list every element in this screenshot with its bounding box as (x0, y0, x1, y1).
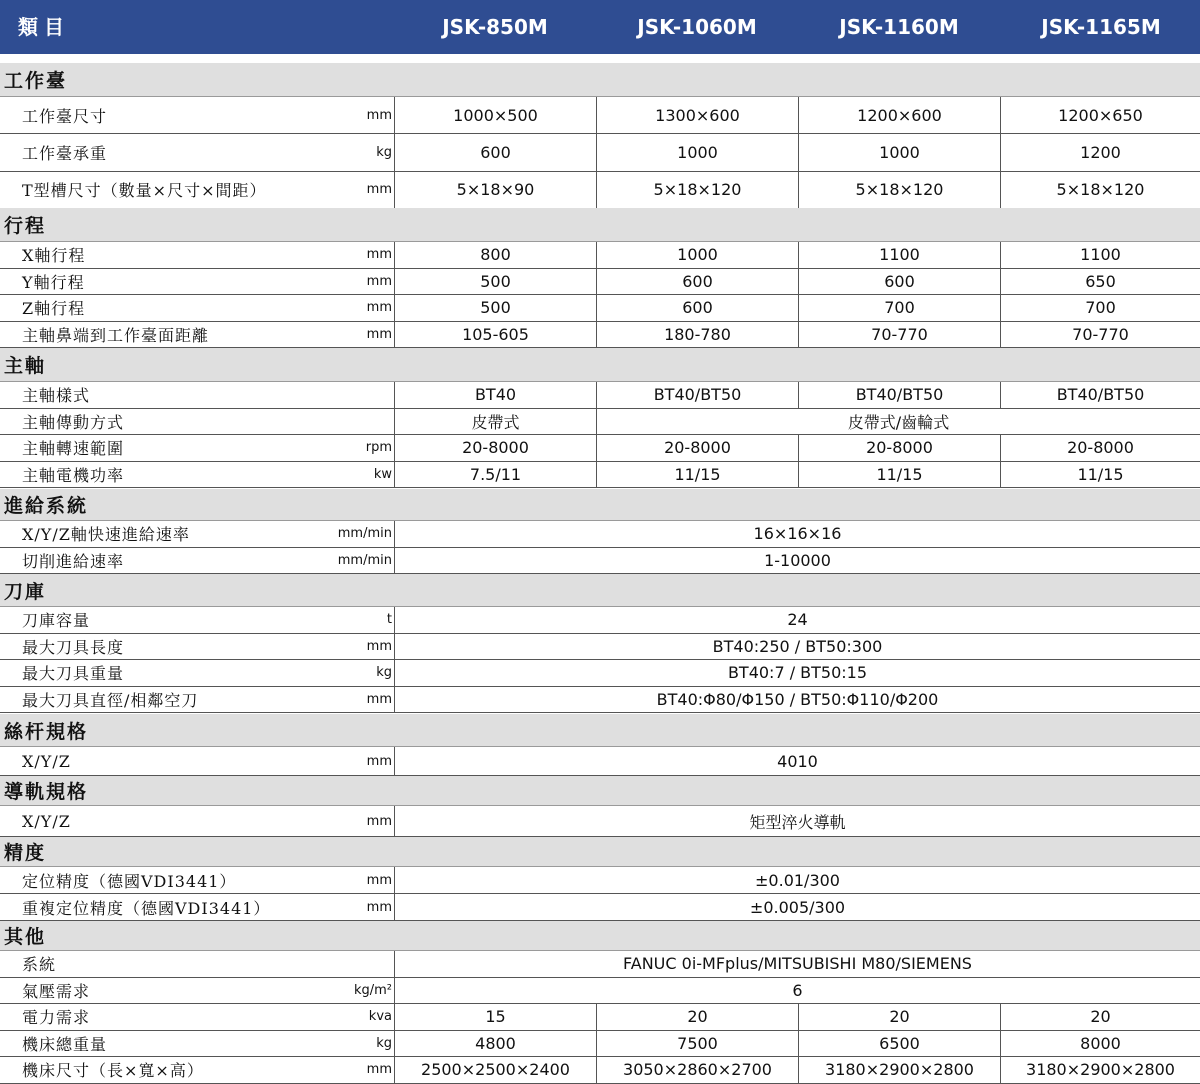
table-cell: ±0.01/300 (394, 867, 1200, 893)
row-label: 定位精度（德國VDI3441） (22, 871, 237, 891)
row-unit: mm (366, 813, 392, 829)
table-cell: 20-8000 (1000, 435, 1200, 461)
table-row (0, 1004, 1200, 1031)
table-cell: 20 (1000, 1004, 1200, 1030)
row-unit: t (386, 612, 392, 628)
table-row (0, 747, 1200, 776)
section-header (0, 208, 1200, 242)
table-row (0, 97, 1200, 134)
table-cell: 700 (1000, 295, 1200, 321)
row-label: 系統 (22, 955, 57, 975)
table-cell: 20-8000 (798, 435, 1000, 461)
table-row (0, 978, 1200, 1005)
section-header (0, 574, 1200, 607)
row-label: 機床尺寸（長×寬×高） (22, 1061, 204, 1081)
table-cell: 皮帶式 (394, 409, 596, 435)
table-cell: 7500 (596, 1031, 798, 1057)
row-unit: mm (366, 273, 392, 289)
table-cell: 5×18×120 (596, 172, 798, 208)
table-cell: 700 (798, 295, 1000, 321)
table-cell: 5×18×90 (394, 172, 596, 208)
table-cell: 11/15 (596, 462, 798, 488)
row-unit: mm (366, 1062, 392, 1078)
table-row (0, 607, 1200, 634)
table-cell: 11/15 (798, 462, 1000, 488)
row-unit: kw (373, 466, 392, 482)
row-unit: kg (376, 665, 392, 681)
table-row (0, 548, 1200, 575)
table-cell: 180-780 (596, 322, 798, 348)
row-unit: mm/min (337, 552, 392, 568)
table-cell: 24 (394, 607, 1200, 633)
table-row (0, 521, 1200, 548)
table-cell: 5×18×120 (798, 172, 1000, 208)
table-cell: 1300×600 (596, 97, 798, 133)
row-label: 氣壓需求 (22, 981, 91, 1001)
section-header (0, 348, 1200, 382)
section-title: 工作臺 (4, 70, 68, 92)
row-unit: mm (366, 638, 392, 654)
table-row (0, 894, 1200, 921)
table-cell: 1200×600 (798, 97, 1000, 133)
table-cell: BT40:250 / BT50:300 (394, 634, 1200, 660)
section-title: 絲杆規格 (4, 720, 89, 743)
table-cell: 8000 (1000, 1031, 1200, 1057)
row-unit: kg/m² (353, 982, 392, 998)
table-cell: 105-605 (394, 322, 596, 348)
table-row (0, 951, 1200, 978)
section-header (0, 63, 1200, 97)
row-unit: mm (366, 182, 392, 198)
row-unit: mm (366, 872, 392, 888)
table-cell: 650 (1000, 269, 1200, 295)
section-header (0, 714, 1200, 747)
table-cell: 6500 (798, 1031, 1000, 1057)
table-row (0, 269, 1200, 296)
table-cell: 16×16×16 (394, 521, 1200, 547)
section-title: 行程 (4, 215, 47, 237)
table-cell: 20-8000 (394, 435, 596, 461)
row-label: 最大刀具長度 (22, 637, 125, 657)
table-cell: ±0.005/300 (394, 894, 1200, 920)
table-cell: BT40/BT50 (798, 382, 1000, 408)
table-cell: BT40/BT50 (1000, 382, 1200, 408)
row-unit: mm (366, 899, 392, 915)
table-cell: 20 (798, 1004, 1000, 1030)
row-label: 主軸轉速範圍 (22, 439, 125, 459)
row-label: 主軸傳動方式 (22, 412, 125, 432)
table-cell: 15 (394, 1004, 596, 1030)
table-cell: 3050×2860×2700 (596, 1057, 798, 1083)
row-unit: mm (366, 107, 392, 123)
table-row (0, 409, 1200, 436)
row-label: 切削進給速率 (22, 551, 125, 571)
table-cell: 1200 (1000, 134, 1200, 170)
table-cell: 4010 (394, 747, 1200, 775)
row-label: 主軸鼻端到工作臺面距離 (22, 325, 210, 345)
table-cell: 3180×2900×2800 (798, 1057, 1000, 1083)
row-label: 工作臺承重 (22, 143, 108, 163)
section-header (0, 921, 1200, 951)
table-cell: 20-8000 (596, 435, 798, 461)
table-cell: 1000 (596, 134, 798, 170)
table-cell: 600 (394, 134, 596, 170)
section-title: 刀庫 (4, 580, 47, 603)
table-cell: 600 (596, 269, 798, 295)
table-row (0, 634, 1200, 661)
table-row (0, 172, 1200, 209)
table-cell: FANUC 0i-MFplus/MITSUBISHI M80/SIEMENS (394, 951, 1200, 977)
row-label: 最大刀具直徑/相鄰空刀 (22, 690, 199, 710)
row-label: 重複定位精度（德國VDI3441） (22, 898, 271, 918)
row-label: X/Y/Z軸快速進給速率 (22, 525, 190, 545)
table-row (0, 806, 1200, 837)
table-cell: 500 (394, 295, 596, 321)
header-model-2: JSK-1060M (637, 15, 757, 39)
table-cell: BT40:Φ80/Φ150 / BT50:Φ110/Φ200 (394, 687, 1200, 713)
row-unit: kg (376, 144, 392, 160)
table-row (0, 295, 1200, 322)
table-cell: BT40 (394, 382, 596, 408)
table-cell: 矩型淬火導軌 (394, 806, 1200, 836)
table-row (0, 687, 1200, 714)
table-cell: 4800 (394, 1031, 596, 1057)
table-cell: 6 (394, 978, 1200, 1004)
table-cell: 20 (596, 1004, 798, 1030)
row-unit: mm (366, 753, 392, 769)
table-row (0, 242, 1200, 269)
row-label: Y軸行程 (22, 272, 85, 292)
table-cell: 5×18×120 (1000, 172, 1200, 208)
row-label: X軸行程 (22, 246, 86, 266)
table-cell: 1100 (1000, 242, 1200, 268)
table-cell: 1100 (798, 242, 1000, 268)
section-title: 進給系統 (4, 495, 89, 517)
table-row (0, 1031, 1200, 1058)
table-cell: 3180×2900×2800 (1000, 1057, 1200, 1083)
section-title: 其他 (4, 926, 47, 948)
table-cell: 1000×500 (394, 97, 596, 133)
row-unit: mm/min (337, 526, 392, 542)
table-cell: 1-10000 (394, 548, 1200, 574)
header-model-4: JSK-1165M (1041, 15, 1161, 39)
table-row (0, 867, 1200, 894)
row-label: T型槽尺寸（數量×尺寸×間距） (22, 181, 267, 201)
row-label: 最大刀具重量 (22, 664, 125, 684)
table-row (0, 462, 1200, 489)
row-unit: mm (366, 691, 392, 707)
section-header (0, 489, 1200, 521)
table-row (0, 660, 1200, 687)
table-cell: BT40/BT50 (596, 382, 798, 408)
table-row (0, 382, 1200, 409)
table-row (0, 1057, 1200, 1084)
row-unit: mm (366, 247, 392, 263)
row-label: 主軸電機功率 (22, 465, 125, 485)
table-cell: 皮帶式/齒輪式 (596, 409, 1200, 435)
table-cell: 70-770 (1000, 322, 1200, 348)
section-title: 導軌規格 (4, 781, 89, 803)
header-model-1: JSK-850M (442, 15, 548, 39)
table-cell: 70-770 (798, 322, 1000, 348)
table-cell: BT40:7 / BT50:15 (394, 660, 1200, 686)
table-cell: 800 (394, 242, 596, 268)
row-unit: mm (366, 326, 392, 342)
row-label: 刀庫容量 (22, 611, 91, 631)
row-unit: rpm (365, 440, 392, 456)
row-label: 工作臺尺寸 (22, 106, 108, 126)
table-cell: 1000 (596, 242, 798, 268)
header-model-3: JSK-1160M (839, 15, 959, 39)
header-category: 類目 (18, 15, 70, 39)
table-cell: 11/15 (1000, 462, 1200, 488)
section-header (0, 837, 1200, 867)
row-label: 主軸樣式 (22, 386, 91, 406)
table-row (0, 435, 1200, 462)
table-cell: 2500×2500×2400 (394, 1057, 596, 1083)
row-unit: mm (366, 300, 392, 316)
row-label: X/Y/Z (22, 751, 71, 771)
row-label: 電力需求 (22, 1008, 91, 1028)
table-cell: 600 (798, 269, 1000, 295)
row-unit: kva (368, 1009, 392, 1025)
table-cell: 1200×650 (1000, 97, 1200, 133)
row-label: X/Y/Z (22, 811, 71, 831)
table-row (0, 322, 1200, 349)
table-cell: 500 (394, 269, 596, 295)
section-title: 精度 (4, 842, 47, 864)
row-unit: kg (376, 1035, 392, 1051)
table-cell: 600 (596, 295, 798, 321)
row-label: 機床總重量 (22, 1034, 108, 1054)
section-header (0, 776, 1200, 806)
row-label: Z軸行程 (22, 299, 86, 319)
table-cell: 7.5/11 (394, 462, 596, 488)
table-cell: 1000 (798, 134, 1000, 170)
section-title: 主軸 (4, 355, 47, 377)
table-row (0, 134, 1200, 171)
